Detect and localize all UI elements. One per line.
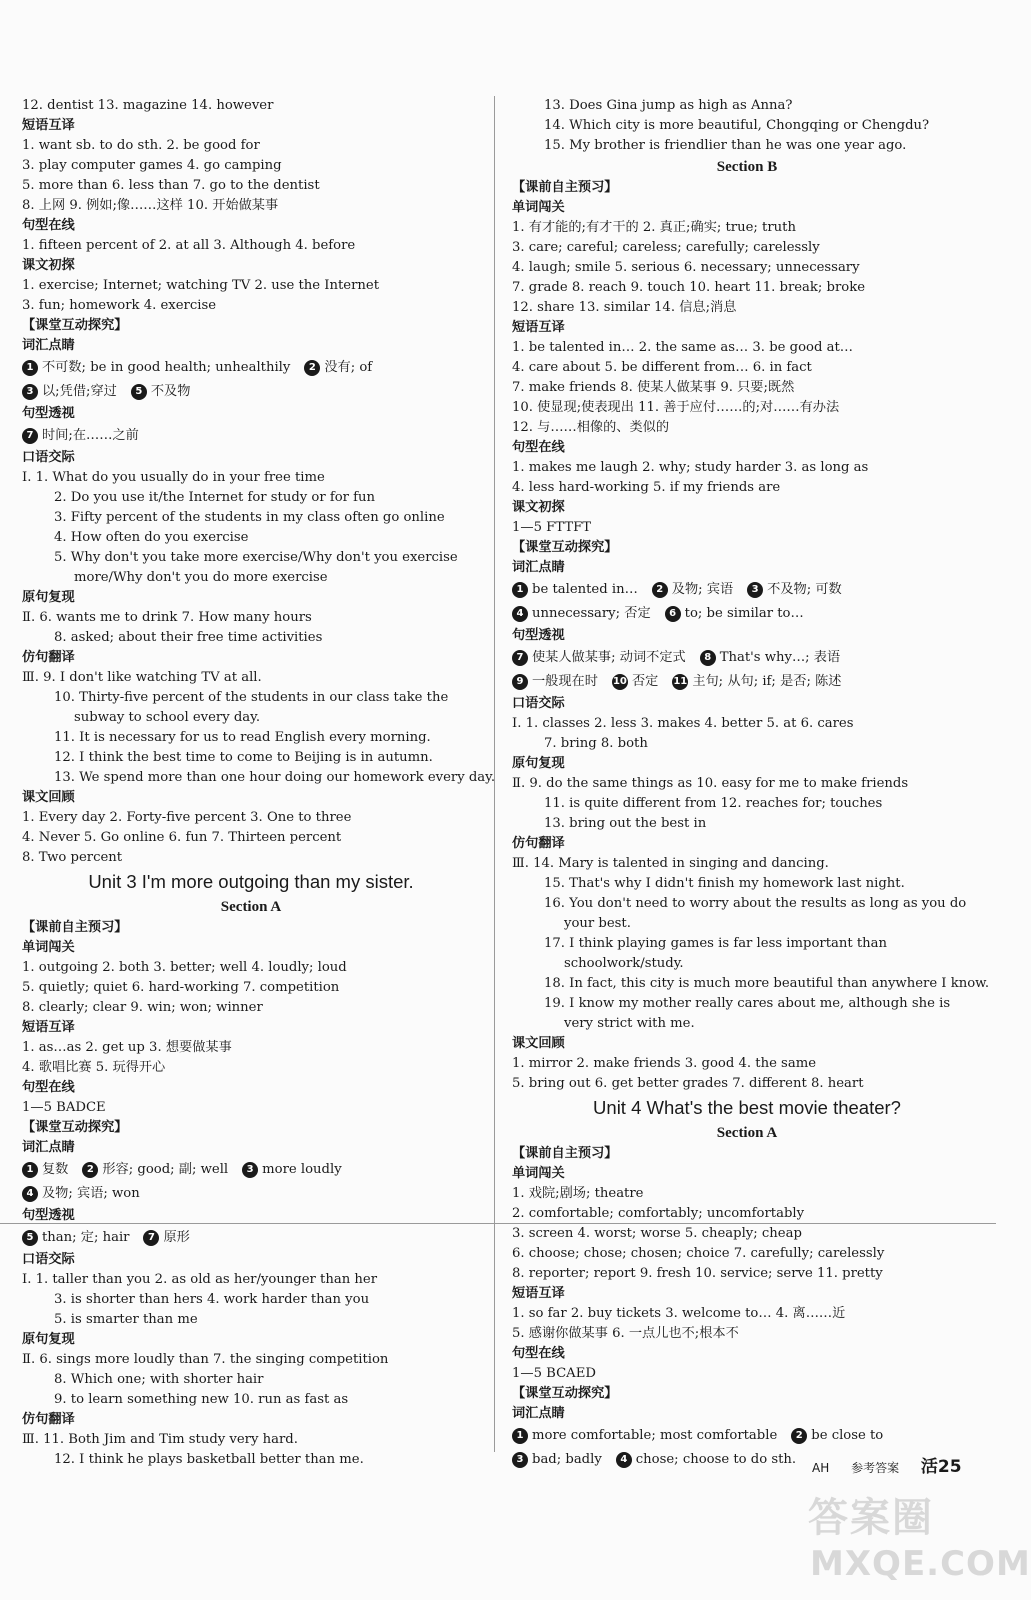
answer-line: 2. Do you use it/the Internet for study or for fun — [54, 490, 376, 505]
section-heading: 课文初探 — [512, 500, 565, 515]
circled-number-icon: 2 — [652, 582, 668, 598]
answer-line: 15. That's why I didn't finish my homework last night. — [544, 876, 905, 891]
answer-line: 5. quietly; quiet 6. hard-working 7. competition — [22, 980, 340, 995]
answer-line: 10. 使显现;使表现出 11. 善于应付……的;对……有办法 — [512, 400, 840, 415]
left-column — [22, 96, 496, 1470]
answer-line: 9. to learn something new 10. run as fast as — [54, 1392, 349, 1407]
section-heading: 句型透视 — [22, 406, 75, 421]
answer-line: 18. In fact, this city is much more beautiful than anywhere I know. — [544, 976, 990, 991]
answer-line: 19. I know my mother really cares about me, although she is — [544, 996, 951, 1011]
answer-line: 1. want sb. to do sth. 2. be good for — [22, 138, 260, 153]
answer-line: 1. as…as 2. get up 3. 想要做某事 — [22, 1040, 232, 1055]
section-heading: 原句复现 — [22, 590, 75, 605]
circled-number-icon: 4 — [616, 1452, 632, 1468]
answer-line: 2. comfortable; comfortably; uncomfortably — [512, 1206, 805, 1221]
circled-answer-text: 及物; 宾语; won — [42, 1186, 140, 1201]
circled-answer-row — [22, 380, 480, 404]
answer-line: 1—5 BADCE — [22, 1100, 106, 1115]
circled-answer-text: 主句; 从句; if; 是否; 陈述 — [692, 674, 842, 689]
circled-number-icon: 7 — [143, 1230, 159, 1246]
circled-answer-text: 形容; good; 副; well — [102, 1162, 229, 1177]
answer-line: your best. — [564, 916, 631, 931]
answer-line: very strict with me. — [564, 1016, 695, 1031]
answer-line: 4. care about 5. be different from… 6. in fact — [512, 360, 812, 375]
circled-number-icon: 10 — [612, 674, 628, 690]
section-heading: 仿句翻译 — [512, 836, 565, 851]
section-title: Section A — [220, 899, 282, 915]
answer-line: 1. mirror 2. make friends 3. good 4. the same — [512, 1056, 817, 1071]
answer-line: 4. How often do you exercise — [54, 530, 249, 545]
circled-answer-row — [22, 1226, 480, 1250]
footer-tag: AH — [812, 1461, 830, 1475]
answer-line: 3. care; careful; careless; carefully; carelessly — [512, 240, 820, 255]
answer-line: Ⅰ. 1. taller than you 2. as old as her/younger than her — [22, 1272, 377, 1287]
answer-line: 8. reporter; report 9. fresh 10. service; serve 11. pretty — [512, 1266, 883, 1281]
circled-number-icon: 3 — [242, 1162, 258, 1178]
section-heading: 词汇点睛 — [512, 560, 565, 575]
answer-line: 7. grade 8. reach 9. touch 10. heart 11. break; broke — [512, 280, 866, 295]
answer-line: 12. 与……相像的、类似的 — [512, 420, 670, 435]
answer-line: 8. asked; about their free time activities — [54, 630, 323, 645]
section-heading: 口语交际 — [22, 450, 75, 465]
answer-line: 11. is quite different from 12. reaches for; touches — [544, 796, 883, 811]
section-heading: 句型在线 — [512, 1346, 565, 1361]
circled-answer-row — [512, 578, 982, 602]
answer-line: 1—5 FTTFT — [512, 520, 592, 535]
answer-line: 12. I think he plays basketball better than me. — [54, 1452, 364, 1467]
answer-line: Ⅱ. 6. sings more loudly than 7. the singing competition — [22, 1352, 389, 1367]
circled-answer-row — [22, 1182, 480, 1206]
circled-number-icon: 11 — [672, 674, 688, 690]
circled-answer-text: chose; choose to do sth. — [635, 1452, 797, 1467]
answer-line: 10. Thirty-five percent of the students in our class take the — [54, 690, 449, 705]
answer-line: 7. bring 8. both — [544, 736, 648, 751]
section-heading: 【课堂互动探究】 — [22, 318, 128, 333]
answer-line: 8. Which one; with shorter hair — [54, 1372, 264, 1387]
answer-line: 6. choose; chose; chosen; choice 7. carefully; carelessly — [512, 1246, 885, 1261]
circled-answer-text: 一般现在时 — [532, 674, 598, 689]
circled-number-icon: 3 — [22, 384, 38, 400]
answer-line: 7. make friends 8. 使某人做某事 9. 只要;既然 — [512, 380, 795, 395]
circled-number-icon: 1 — [22, 1162, 38, 1178]
answer-line: 5. 感谢你做某事 6. 一点儿也不;根本不 — [512, 1326, 739, 1341]
answer-line: 3. Fifty percent of the students in my class often go online — [54, 510, 445, 525]
section-heading: 句型透视 — [22, 1208, 75, 1223]
answer-line: Ⅲ. 11. Both Jim and Tim study very hard. — [22, 1432, 298, 1447]
answer-line: 14. Which city is more beautiful, Chongqing or Chengdu? — [544, 118, 930, 133]
section-heading: 句型在线 — [22, 218, 75, 233]
section-title: Section A — [716, 1125, 778, 1141]
section-heading: 课文回顾 — [22, 790, 75, 805]
answer-line: 4. laugh; smile 5. serious 6. necessary; unnecessary — [512, 260, 860, 275]
answer-line: 1. be talented in… 2. the same as… 3. be good at… — [512, 340, 853, 355]
circled-answer-row — [512, 670, 982, 694]
circled-number-icon: 5 — [22, 1230, 38, 1246]
circled-answer-row — [22, 1158, 480, 1182]
answer-line: Ⅱ. 9. do the same things as 10. easy for me to make friends — [512, 776, 909, 791]
answer-line: 15. My brother is friendlier than he was one year ago. — [544, 138, 907, 153]
section-heading: 短语互译 — [512, 320, 565, 335]
answer-line: 1. makes me laugh 2. why; study harder 3. as long as — [512, 460, 869, 475]
circled-answer-text: more loudly — [262, 1162, 342, 1177]
circled-answer-text: 原形 — [163, 1230, 190, 1245]
answer-line: 13. bring out the best in — [544, 816, 707, 831]
section-heading: 课文初探 — [22, 258, 75, 273]
circled-number-icon: 2 — [304, 360, 320, 376]
section-heading: 句型在线 — [22, 1080, 75, 1095]
section-heading: 单词闯关 — [512, 200, 565, 215]
circled-number-icon: 3 — [512, 1452, 528, 1468]
page-footer — [812, 1452, 980, 1477]
section-heading: 单词闯关 — [22, 940, 75, 955]
section-heading: 句型在线 — [512, 440, 565, 455]
section-heading: 仿句翻译 — [22, 1412, 75, 1427]
footer-label: 参考答案 — [851, 1461, 900, 1475]
circled-number-icon: 1 — [512, 582, 528, 598]
answer-line: 5. bring out 6. get better grades 7. different 8. heart — [512, 1076, 864, 1091]
circled-answer-text: 及物; 宾语 — [671, 582, 734, 597]
unit-title: Unit 4 What's the best movie theater? — [593, 1097, 901, 1118]
answer-line: 3. play computer games 4. go camping — [22, 158, 282, 173]
answer-line: Ⅲ. 9. I don't like watching TV at all. — [22, 670, 262, 685]
circled-number-icon: 5 — [131, 384, 147, 400]
answer-line: Ⅲ. 14. Mary is talented in singing and dancing. — [512, 856, 829, 871]
circled-answer-row — [22, 424, 480, 448]
answer-line: 1. so far 2. buy tickets 3. welcome to… 4. 离……近 — [512, 1306, 846, 1321]
circled-answer-text: 使某人做某事; 动词不定式 — [532, 650, 686, 665]
section-heading: 课文回顾 — [512, 1036, 565, 1051]
section-heading: 短语互译 — [22, 1020, 75, 1035]
circled-answer-text: 不可数; be in good health; unhealthily — [42, 360, 291, 375]
section-heading: 【课前自主预习】 — [22, 920, 128, 935]
circled-answer-row — [22, 356, 480, 380]
answer-line: subway to school every day. — [74, 710, 261, 725]
circled-number-icon: 9 — [512, 674, 528, 690]
circled-answer-text: more comfortable; most comfortable — [532, 1428, 778, 1443]
answer-line: Ⅰ. 1. What do you usually do in your free time — [22, 470, 325, 485]
circled-answer-text: than; 定; hair — [42, 1230, 130, 1245]
answer-line: 1—5 BCAED — [512, 1366, 596, 1381]
answer-line: 5. is smarter than me — [54, 1312, 198, 1327]
section-heading: 口语交际 — [22, 1252, 75, 1267]
circled-number-icon: 3 — [747, 582, 763, 598]
circled-number-icon: 7 — [512, 650, 528, 666]
answer-line: 1. outgoing 2. both 3. better; well 4. loudly; loud — [22, 960, 347, 975]
answer-line: schoolwork/study. — [564, 956, 684, 971]
circled-number-icon: 6 — [665, 606, 681, 622]
answer-line: 4. 歌唱比赛 5. 玩得开心 — [22, 1060, 166, 1075]
answer-line: 1. Every day 2. Forty-five percent 3. One to three — [22, 810, 352, 825]
circled-number-icon: 2 — [82, 1162, 98, 1178]
answer-line: 17. I think playing games is far less important than — [544, 936, 888, 951]
unit-title: Unit 3 I'm more outgoing than my sister. — [88, 871, 414, 892]
answer-line: 16. You don't need to worry about the results as long as you do — [544, 896, 967, 911]
watermark-domain: MXQE.COM — [810, 1544, 1031, 1584]
answer-line: 12. dentist 13. magazine 14. however — [22, 98, 274, 113]
answer-line: 4. Never 5. Go online 6. fun 7. Thirteen percent — [22, 830, 342, 845]
section-heading: 【课堂互动探究】 — [22, 1120, 128, 1135]
answer-line: 8. Two percent — [22, 850, 123, 865]
answer-line: 11. It is necessary for us to read English every morning. — [54, 730, 431, 745]
answer-line: 1. 有才能的;有才干的 2. 真正;确实; true; truth — [512, 220, 796, 235]
answer-line: more/Why don't you do more exercise — [74, 570, 328, 585]
answer-line: 13. Does Gina jump as high as Anna? — [544, 98, 793, 113]
circled-answer-row — [512, 1424, 982, 1448]
watermark-text: 答案圈 — [808, 1495, 934, 1541]
answer-line: 5. more than 6. less than 7. go to the dentist — [22, 178, 320, 193]
circled-answer-text: 以;凭借;穿过 — [42, 384, 117, 399]
section-heading: 仿句翻译 — [22, 650, 75, 665]
circled-answer-text: bad; badly — [532, 1452, 602, 1467]
section-heading: 原句复现 — [512, 756, 565, 771]
section-heading: 单词闯关 — [512, 1166, 565, 1181]
answer-line: 12. I think the best time to come to Beijing is in autumn. — [54, 750, 433, 765]
answer-line: 3. screen 4. worst; worse 5. cheaply; cheap — [512, 1226, 802, 1241]
section-heading: 原句复现 — [22, 1332, 75, 1347]
circled-number-icon: 4 — [512, 606, 528, 622]
circled-number-icon: 2 — [791, 1428, 807, 1444]
section-heading: 【课堂互动探究】 — [512, 540, 618, 555]
right-column — [512, 96, 990, 1472]
circled-number-icon: 8 — [700, 650, 716, 666]
answer-line: 8. 上网 9. 例如;像……这样 10. 开始做某事 — [22, 198, 279, 213]
section-heading: 词汇点睛 — [512, 1406, 565, 1421]
section-heading: 词汇点睛 — [22, 1140, 75, 1155]
answer-line: 13. We spend more than one hour doing our homework every day. — [54, 770, 496, 785]
answer-line: 1. 戏院;剧场; theatre — [512, 1186, 644, 1201]
circled-answer-text: be close to — [811, 1428, 884, 1443]
circled-number-icon: 1 — [22, 360, 38, 376]
section-heading: 短语互译 — [22, 118, 75, 133]
answer-line: 12. share 13. similar 14. 信息;消息 — [512, 300, 737, 315]
answer-line: Ⅱ. 6. wants me to drink 7. How many hours — [22, 610, 312, 625]
watermark-logo — [800, 1486, 1031, 1592]
page-number: 活25 — [920, 1457, 962, 1477]
answer-line: 3. fun; homework 4. exercise — [22, 298, 217, 313]
answer-line: 3. is shorter than hers 4. work harder than you — [54, 1292, 370, 1307]
answer-line: 1. exercise; Internet; watching TV 2. use the Internet — [22, 278, 379, 293]
circled-answer-text: unnecessary; 否定 — [532, 606, 651, 621]
circled-number-icon: 4 — [22, 1186, 38, 1202]
answer-line: 8. clearly; clear 9. win; won; winner — [22, 1000, 263, 1015]
section-heading: 句型透视 — [512, 628, 565, 643]
circled-answer-row — [512, 602, 982, 626]
circled-number-icon: 7 — [22, 428, 38, 444]
answer-line: 4. less hard-working 5. if my friends are — [512, 480, 781, 495]
circled-answer-text: 没有; of — [324, 360, 373, 375]
section-heading: 词汇点睛 — [22, 338, 75, 353]
circled-answer-text: be talented in… — [532, 582, 638, 597]
section-heading: 【课堂互动探究】 — [512, 1386, 618, 1401]
section-heading: 【课前自主预习】 — [512, 1146, 618, 1161]
section-heading: 【课前自主预习】 — [512, 180, 618, 195]
circled-number-icon: 1 — [512, 1428, 528, 1444]
circled-answer-text: 否定 — [631, 674, 659, 689]
circled-answer-row — [512, 646, 982, 670]
circled-answer-text: 复数 — [42, 1162, 69, 1177]
section-title: Section B — [716, 159, 778, 175]
circled-answer-text: to; be similar to… — [684, 606, 804, 621]
circled-answer-text: 时间;在……之前 — [42, 428, 139, 443]
circled-answer-text: That's why…; 表语 — [719, 650, 841, 665]
section-heading: 短语互译 — [512, 1286, 565, 1301]
answer-line: 5. Why don't you take more exercise/Why don't you exercise — [54, 550, 458, 565]
circled-answer-text: 不及物; 可数 — [767, 582, 842, 597]
answer-line: 1. fifteen percent of 2. at all 3. Although 4. before — [22, 238, 356, 253]
circled-answer-text: 不及物 — [150, 384, 191, 399]
answer-line: Ⅰ. 1. classes 2. less 3. makes 4. better 5. at 6. cares — [512, 716, 854, 731]
section-heading: 口语交际 — [512, 696, 565, 711]
